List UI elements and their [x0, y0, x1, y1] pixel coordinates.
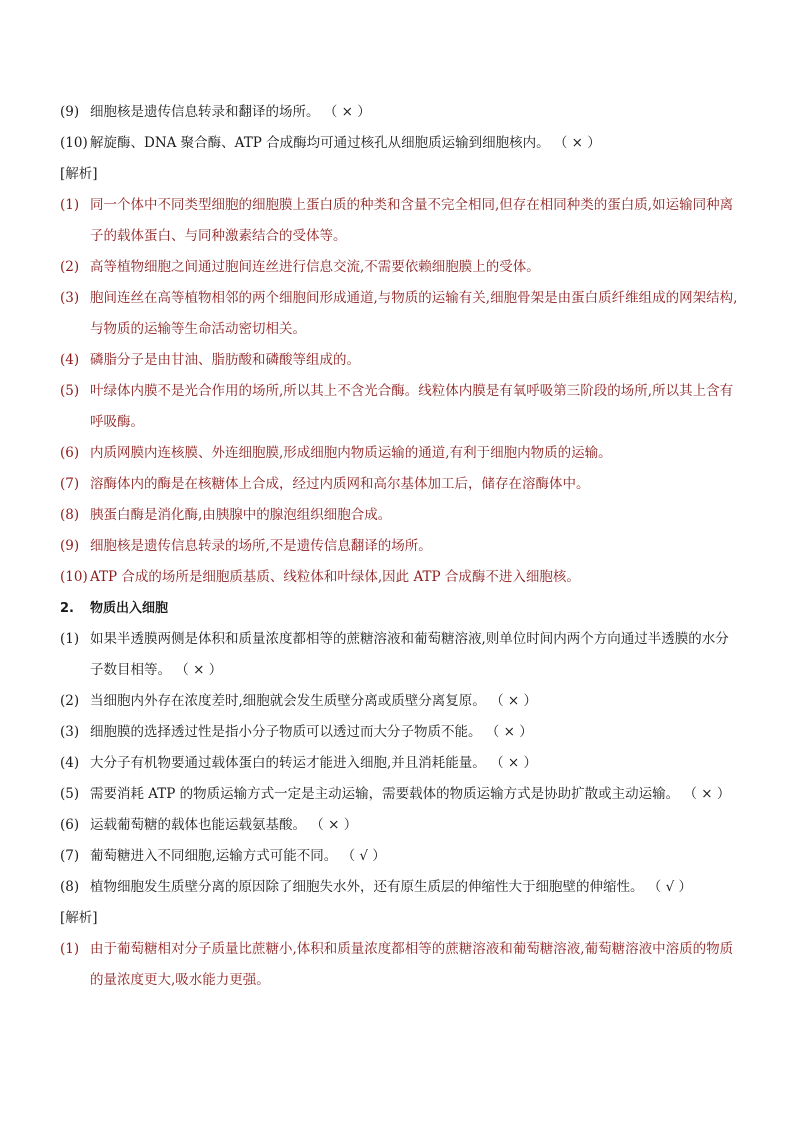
item-text: 叶绿体内膜不是光合作用的场所,所以其上不含光合酶。线粒体内膜是有氧呼吸第三阶段的场所,所以其上含有呼吸酶。 [90, 383, 734, 430]
item-number: (9) [60, 104, 80, 120]
analysis-item [60, 283, 740, 345]
item-text: 如果半透膜两侧是体积和质量浓度都相等的蔗糖溶液和葡萄糖溶液,则单位时间内两个方向通过半透膜的水分子数目相等。 [90, 631, 729, 678]
item-number: (4) [60, 352, 80, 368]
analysis-label: [解析] [60, 166, 98, 182]
section-title: 物质出入细胞 [90, 601, 169, 616]
answer-mark: （ × ） [485, 724, 533, 740]
item-number: (9) [60, 538, 80, 554]
question-item [60, 872, 740, 903]
item-text: 胞间连丝在高等植物相邻的两个细胞间形成通道,与物质的运输有关,细胞骨架是由蛋白质纤维组成的网架结构,与物质的运输等生命活动密切相关。 [90, 290, 738, 337]
item-text: 大分子有机物要通过载体蛋白的转运才能进入细胞,并且消耗能量。 [90, 755, 486, 771]
item-number: (5) [60, 786, 80, 802]
analysis-item [60, 438, 740, 469]
answer-mark: （ × ） [490, 693, 537, 709]
item-text: 高等植物细胞之间通过胞间连丝进行信息交流,不需要依赖细胞膜上的受体。 [90, 259, 540, 275]
item-text: 内质网膜内连核膜、外连细胞膜,形成细胞内物质运输的通道,有利于细胞内物质的运输。 [90, 445, 612, 461]
analysis-item [60, 376, 740, 438]
item-number: (6) [60, 445, 80, 461]
item-number: (10) [60, 569, 88, 585]
question-item [60, 128, 740, 159]
item-text: 运载葡萄糖的载体也能运载氨基酸。 [90, 817, 306, 833]
answer-mark: （ × ） [490, 755, 537, 771]
question-item [60, 686, 740, 717]
question-item [60, 624, 740, 686]
answer-mark: （ × ） [310, 817, 358, 833]
item-text: 解旋酶、DNA 聚合酶、ATP 合成酶均可通过核孔从细胞质运输到细胞核内。 [90, 135, 550, 151]
analysis-label: [解析] [60, 910, 98, 926]
item-number: (3) [60, 724, 80, 740]
item-text: ATP 合成的场所是细胞质基质、线粒体和叶绿体,因此 ATP 合成酶不进入细胞核。 [90, 569, 580, 585]
item-text: 细胞核是遗传信息转录的场所,不是遗传信息翻译的场所。 [90, 538, 432, 554]
answer-mark: （ × ） [175, 662, 223, 678]
item-number: (8) [60, 507, 80, 523]
item-number: (8) [60, 879, 80, 895]
item-text: 胰蛋白酶是消化酶,由胰腺中的腺泡组织细胞合成。 [90, 507, 392, 523]
item-number: (6) [60, 817, 80, 833]
item-text: 葡萄糖进入不同细胞,运输方式可能不同。 [90, 848, 338, 864]
section-number: 2. [60, 601, 74, 616]
item-text: 同一个体中不同类型细胞的细胞膜上蛋白质的种类和含量不完全相同,但存在相同种类的蛋白质,如运输同种离子的载体蛋白、与同种激素结合的受体等。 [90, 197, 734, 244]
answer-mark: （ √ ） [341, 848, 386, 864]
answer-mark: （ × ） [323, 104, 371, 120]
document-page [60, 97, 740, 996]
item-text: 当细胞内外存在浓度差时,细胞就会发生质壁分离或质壁分离复原。 [90, 693, 486, 709]
analysis-item [60, 531, 740, 562]
question-item [60, 748, 740, 779]
item-number: (10) [60, 135, 88, 151]
analysis-item [60, 469, 740, 500]
item-number: (3) [60, 290, 80, 306]
item-number: (1) [60, 631, 80, 647]
question-item [60, 97, 740, 128]
question-item [60, 810, 740, 841]
section-heading [60, 593, 740, 624]
item-number: (1) [60, 941, 80, 957]
answer-mark: （ × ） [683, 786, 731, 802]
item-number: (7) [60, 848, 80, 864]
item-number: (7) [60, 476, 80, 492]
question-item [60, 779, 740, 810]
analysis-item [60, 934, 740, 996]
item-text: 需要消耗 ATP 的物质运输方式一定是主动运输，需要载体的物质运输方式是协助扩散或主动运输。 [90, 786, 680, 802]
answer-mark: （ √ ） [647, 879, 692, 895]
item-number: (4) [60, 755, 80, 771]
item-text: 由于葡萄糖相对分子质量比蔗糖小,体积和质量浓度都相等的蔗糖溶液和葡萄糖溶液,葡萄糖溶液中溶质的物质的量浓度更大,吸水能力更强。 [90, 941, 734, 988]
item-text: 植物细胞发生质壁分离的原因除了细胞失水外，还有原生质层的伸缩性大于细胞壁的伸缩性。 [90, 879, 644, 895]
item-text: 磷脂分子是由甘油、脂肪酸和磷酸等组成的。 [90, 352, 360, 368]
item-text: 溶酶体内的酶是在核糖体上合成，经过内质网和高尔基体加工后，储存在溶酶体中。 [90, 476, 590, 492]
analysis-item [60, 500, 740, 531]
item-number: (1) [60, 197, 80, 213]
question-item [60, 717, 740, 748]
answer-mark: （ × ） [553, 135, 601, 151]
question-item [60, 841, 740, 872]
item-number: (5) [60, 383, 80, 399]
analysis-item [60, 345, 740, 376]
analysis-item [60, 190, 740, 252]
analysis-item [60, 562, 740, 593]
item-text: 细胞核是遗传信息转录和翻译的场所。 [90, 104, 320, 120]
item-number: (2) [60, 259, 80, 275]
analysis-item [60, 252, 740, 283]
item-number: (2) [60, 693, 80, 709]
item-text: 细胞膜的选择透过性是指小分子物质可以透过而大分子物质不能。 [90, 724, 482, 740]
